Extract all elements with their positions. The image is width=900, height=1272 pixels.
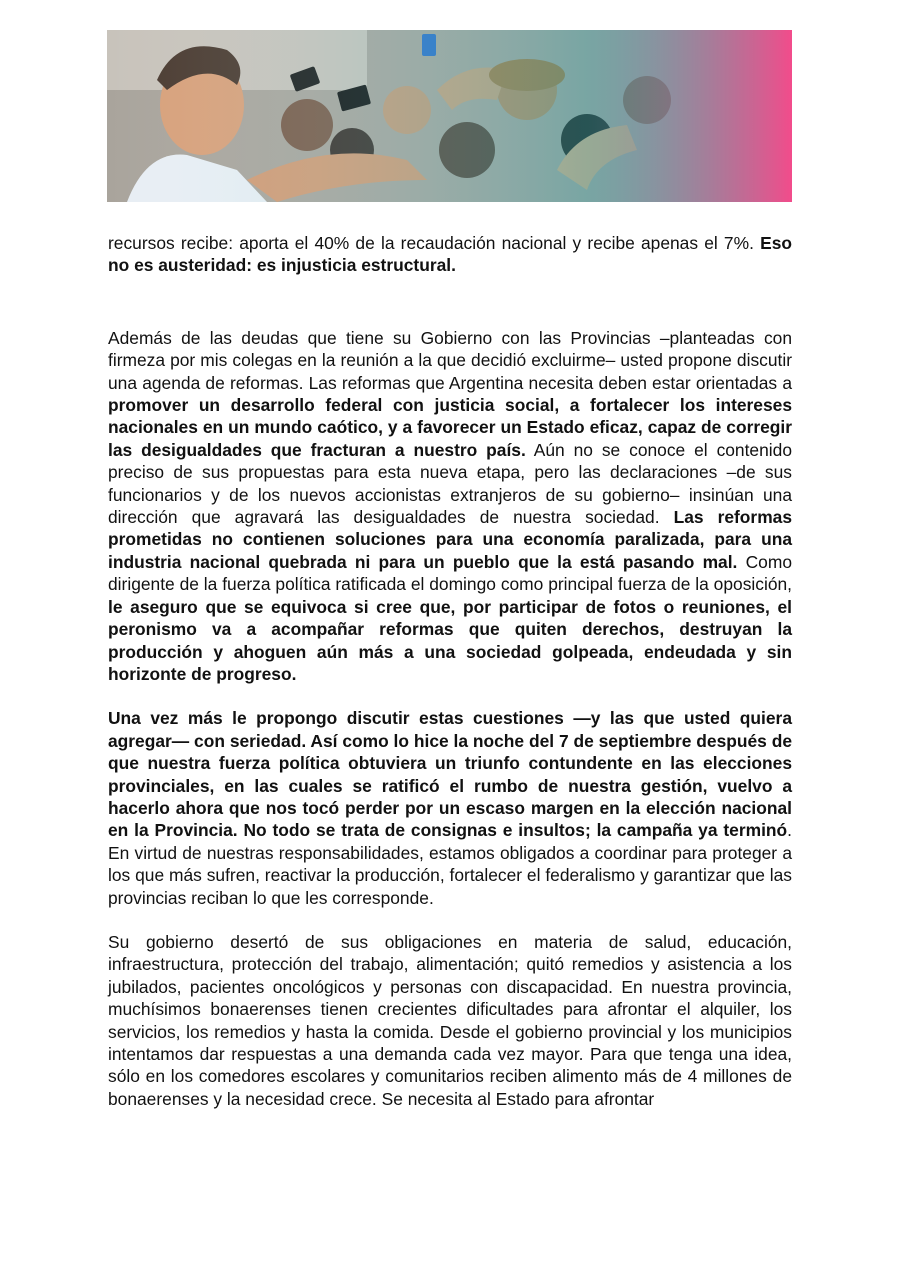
paragraph-3 [108,707,792,909]
text-run-bold: le aseguro que se equivoca si cree que, por participar de fotos o reuniones, el peronismo va a acompañar reformas que quiten derechos, destruyan la producción y ahoguen aún más a una sociedad golpeada, endeudada y sin horizonte de progreso. [108,596,792,684]
text-run: Además de las deudas que tiene su Gobierno con las Provincias –planteadas con firmeza por mis colegas en la reunión a la que decidió excluirme– usted propone discutir una agenda de reformas. Las reformas que Argentina necesita deben estar orientadas a [108,327,792,393]
paragraph-4 [108,931,792,1110]
crowd-photo-illustration [107,30,792,202]
text-run: Como dirigente de la fuerza política ratificada el domingo como principal fuerza de la oposición, [108,551,792,595]
text-run: recursos recibe: aporta el 40% de la recaudación nacional y recibe apenas el 7%. [108,233,761,253]
text-run: . En virtud de nuestras responsabilidades, estamos obligados a coordinar para proteger a los que más sufren, reactivar la producción, fortalecer el federalismo y garantizar que las provincias reciban lo que les corresponde. [108,820,792,908]
paragraph-1 [108,232,792,277]
header-banner-photo [107,30,792,202]
paragraph-2 [108,327,792,686]
text-run-bold: promover un desarrollo federal con justicia social, a fortalecer los intereses nacionales en un mundo caótico, y a favorecer un Estado eficaz, capaz de corregir las desigualdades que fracturan a nuestro país. [108,395,792,460]
text-run: Aún no se conoce el contenido preciso de sus propuestas para esta nueva etapa, pero las declaraciones –de sus funcionarios y de los nuevos accionistas extranjeros de su gobierno– insinúan una dirección que agravará las desigualdades de nuestra sociedad. [108,439,792,528]
document-body [108,232,792,1110]
text-run-bold: Las reformas prometidas no contienen soluciones para una economía paralizada, para una industria nacional quebrada ni para un pueblo que la está pasando mal. [108,507,793,572]
text-run-bold: Una vez más le propongo discutir estas cuestiones —y las que usted quiera agregar— con seriedad. Así como lo hice la noche del 7 de septiembre después de que nuestra fuerza política obtuviera un triunfo contundente en las elecciones provinciales, en las cuales se ratificó el rumbo de nuestra gestión, vuelvo a hacerlo ahora que nos tocó perder por un escaso margen en la elección nacional en la Provincia. No todo se trata de consignas e insultos; la campaña ya terminó [108,708,792,841]
text-run: Su gobierno desertó de sus obligaciones en materia de salud, educación, infraestructura, protección del trabajo, alimentación; quitó remedios y asistencia a los jubilados, pacientes oncológicos y personas con discapacidad. En nuestra provincia, muchísimos bonaerenses tienen crecientes dificultades para afrontar el alquiler, los servicios, los remedios y hasta la comida. Desde el gobierno provincial y los municipios intentamos dar respuestas a una demanda cada vez mayor. Para que tenga una idea, sólo en los comedores escolares y comunitarios reciben alimento más de 4 millones de bonaerenses y la necesidad crece. Se necesita al Estado para afrontar [108,931,792,1109]
text-run-bold: Eso no es austeridad: es injusticia estructural. [108,233,792,276]
